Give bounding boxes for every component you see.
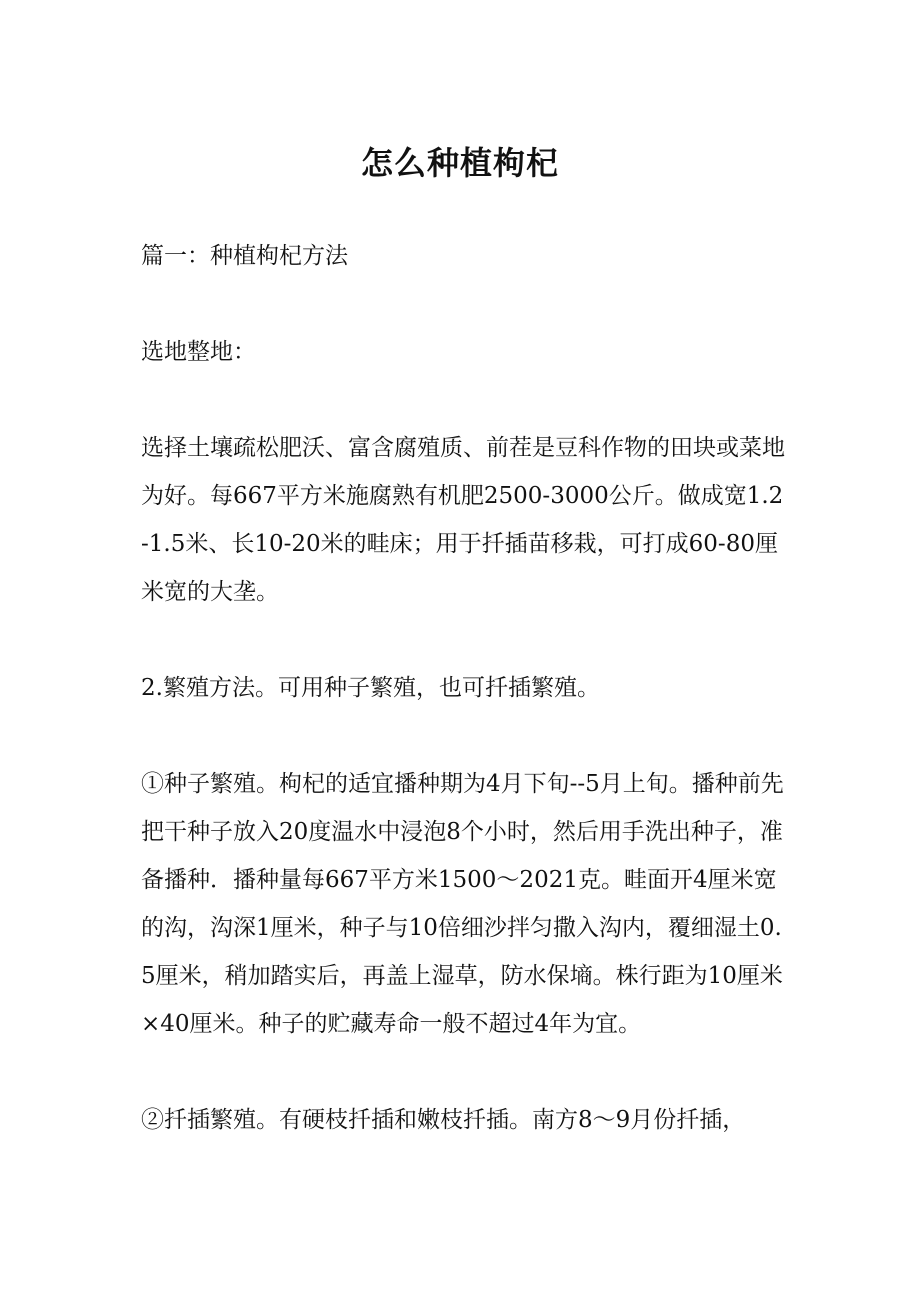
section-heading: 篇一：种植枸杞方法 <box>141 243 348 269</box>
subheading-site-preparation: 选地整地： <box>141 339 256 365</box>
document-body <box>141 232 791 1144</box>
paragraph-site-preparation: 选择土壤疏松肥沃、富含腐殖质、前茬是豆科作物的田块或菜地为好。每667平方米施腐熟有机肥2500-3000公斤。做成宽1.2-1.5米、长10-20米的畦床；用于扦插苗移栽，可打成60-80厘米宽的大垄。 <box>141 435 785 605</box>
document-title: 怎么种植枸杞 <box>360 144 559 183</box>
paragraph-propagation-methods: 2.繁殖方法。可用种子繁殖，也可扦插繁殖。 <box>141 675 600 701</box>
paragraph-seed-propagation: ①种子繁殖。枸杞的适宜播种期为4月下旬--5月上旬。播种前先把干种子放入20度温水中浸泡8个小时，然后用手洗出种子，准备播种．播种量每667平方米1500～2021克。畦面开4厘米宽的沟，沟深1厘米，种子与10倍细沙拌匀撒入沟内，覆细湿土0.5厘米，稍加踏实后，再盖上湿草，防水保墒。株行距为10厘米×40厘米。种子的贮藏寿命一般不超过4年为宜。 <box>141 771 784 1037</box>
paragraph-cutting-propagation: ②扦插繁殖。有硬枝扦插和嫩枝扦插。南方8～9月份扦插， <box>141 1107 746 1133</box>
